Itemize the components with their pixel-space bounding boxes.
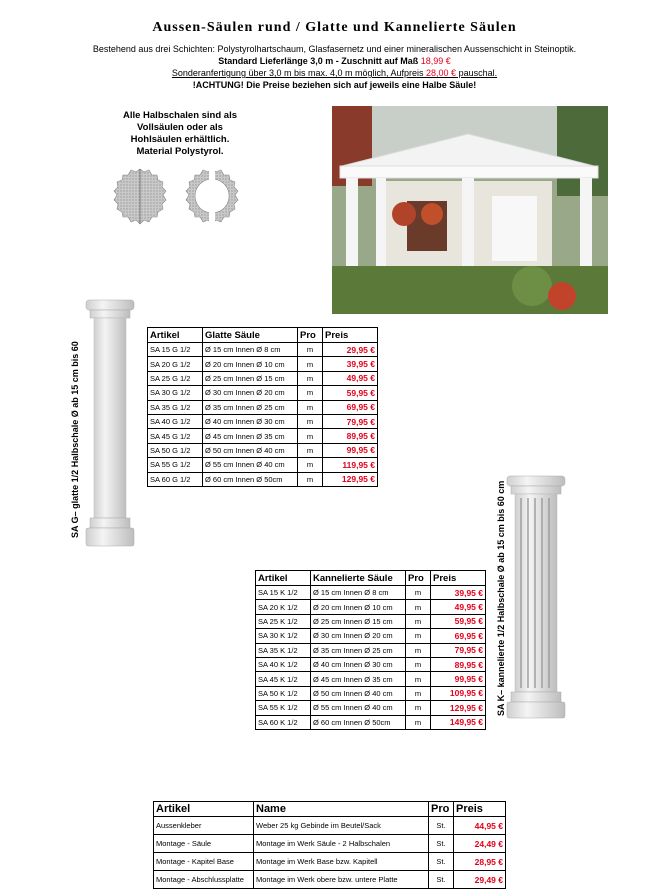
cell-artikel: SA 35 G 1/2	[148, 400, 203, 414]
cell-name: Weber 25 kg Gebinde im Beutel/Sack	[254, 817, 429, 835]
note-line-2: Vollsäulen oder als	[137, 122, 223, 133]
cell-name: Ø 30 cm Innen Ø 20 cm	[311, 629, 406, 643]
cell-artikel: SA 20 K 1/2	[256, 600, 311, 614]
table-row	[154, 817, 506, 835]
cell-artikel: SA 25 G 1/2	[148, 371, 203, 385]
cell-artikel: Montage - Kapitel Base	[154, 853, 254, 871]
smooth-column-icon	[84, 298, 136, 550]
cell-preis: 109,95 €	[431, 686, 486, 700]
table-row	[148, 472, 378, 486]
cell-name: Ø 20 cm Innen Ø 10 cm	[203, 357, 298, 371]
cell-name: Ø 15 cm Innen Ø 8 cm	[311, 586, 406, 600]
cell-artikel: SA 40 K 1/2	[256, 657, 311, 671]
cell-pro: m	[406, 672, 431, 686]
cell-pro: m	[298, 429, 323, 443]
cell-preis: 129,95 €	[323, 472, 378, 486]
cell-name: Ø 55 cm Innen Ø 40 cm	[311, 701, 406, 715]
cell-preis: 59,95 €	[323, 386, 378, 400]
cell-name: Ø 50 cm Innen Ø 40 cm	[311, 686, 406, 700]
cell-preis: 99,95 €	[431, 672, 486, 686]
cell-name: Ø 50 cm Innen Ø 40 cm	[203, 443, 298, 457]
cell-pro: m	[406, 586, 431, 600]
note-line-3: Hohlsäulen erhältlich.	[130, 134, 230, 145]
kanneliert-price-table	[255, 570, 486, 730]
page-title: Aussen-Säulen rund / Glatte und Kannelierte Säulen	[152, 20, 517, 35]
length-text: Standard Lieferlänge 3,0 m - Zuschnitt auf Maß	[218, 56, 421, 66]
table-row	[256, 701, 486, 715]
table-row	[256, 686, 486, 700]
cell-artikel: SA 60 G 1/2	[148, 472, 203, 486]
cell-preis: 69,95 €	[323, 400, 378, 414]
cell-preis: 29,95 €	[323, 343, 378, 357]
cross-section-illustration	[108, 166, 258, 232]
table-header-row	[256, 571, 486, 586]
col-preis: Preis	[454, 802, 506, 817]
cell-name: Ø 40 cm Innen Ø 30 cm	[311, 657, 406, 671]
cell-pro: m	[298, 414, 323, 428]
cell-pro: m	[406, 701, 431, 715]
table-row	[148, 414, 378, 428]
cell-pro: St.	[429, 835, 454, 853]
intro-line-special	[0, 67, 669, 79]
cell-pro: St.	[429, 871, 454, 889]
cell-artikel: SA 55 K 1/2	[256, 701, 311, 715]
cell-artikel: SA 50 K 1/2	[256, 686, 311, 700]
cell-artikel: SA 45 G 1/2	[148, 429, 203, 443]
cell-artikel: SA 15 K 1/2	[256, 586, 311, 600]
cell-artikel: SA 15 G 1/2	[148, 343, 203, 357]
cell-name: Ø 15 cm Innen Ø 8 cm	[203, 343, 298, 357]
cell-preis: 89,95 €	[323, 429, 378, 443]
cell-preis: 24,49 €	[454, 835, 506, 853]
table-header-row	[154, 802, 506, 817]
cell-preis: 129,95 €	[431, 701, 486, 715]
cell-pro: m	[298, 400, 323, 414]
cell-preis: 89,95 €	[431, 657, 486, 671]
cell-pro: St.	[429, 817, 454, 835]
table-row	[256, 629, 486, 643]
cell-name: Ø 45 cm Innen Ø 35 cm	[203, 429, 298, 443]
fluted-column-icon	[505, 474, 567, 722]
cell-pro: m	[298, 343, 323, 357]
table-row	[148, 400, 378, 414]
col-name: Kannelierte Säule	[311, 571, 406, 586]
cell-artikel: SA 60 K 1/2	[256, 715, 311, 729]
intro-line-warning: !ACHTUNG! Die Preise beziehen sich auf jeweils eine Halbe Säule!	[192, 80, 477, 90]
table-row	[154, 835, 506, 853]
cell-pro: St.	[429, 853, 454, 871]
col-name: Name	[254, 802, 429, 817]
cell-artikel: SA 40 G 1/2	[148, 414, 203, 428]
cell-name: Ø 35 cm Innen Ø 25 cm	[311, 643, 406, 657]
cell-preis: 39,95 €	[323, 357, 378, 371]
cell-artikel: SA 25 K 1/2	[256, 614, 311, 628]
cell-name: Ø 60 cm Innen Ø 50cm	[311, 715, 406, 729]
col-pro: Pro	[298, 328, 323, 343]
table-row	[148, 357, 378, 371]
cell-name: Montage im Werk Base bzw. Kapitell	[254, 853, 429, 871]
intro-line-length	[0, 55, 669, 67]
cell-pro: m	[298, 472, 323, 486]
table-row	[148, 386, 378, 400]
cell-preis: 29,49 €	[454, 871, 506, 889]
col-artikel: Artikel	[154, 802, 254, 817]
cell-name: Ø 20 cm Innen Ø 10 cm	[311, 600, 406, 614]
pergola-photo	[332, 106, 608, 314]
cell-pro: m	[298, 357, 323, 371]
cell-pro: m	[298, 371, 323, 385]
col-name: Glatte Säule	[203, 328, 298, 343]
col-artikel: Artikel	[148, 328, 203, 343]
table-row	[148, 343, 378, 357]
table-row	[148, 443, 378, 457]
cell-name: Ø 30 cm Innen Ø 20 cm	[203, 386, 298, 400]
cell-artikel: SA 45 K 1/2	[256, 672, 311, 686]
cell-artikel: SA 35 K 1/2	[256, 643, 311, 657]
cell-artikel: SA 30 K 1/2	[256, 629, 311, 643]
table-row	[154, 871, 506, 889]
col-preis: Preis	[323, 328, 378, 343]
table-row	[154, 853, 506, 871]
special-suffix: pauschal.	[456, 68, 498, 78]
cell-artikel: SA 55 G 1/2	[148, 458, 203, 472]
table-row	[256, 657, 486, 671]
cell-pro: m	[406, 715, 431, 729]
cell-pro: m	[406, 643, 431, 657]
cell-preis: 44,95 €	[454, 817, 506, 835]
cell-pro: m	[298, 458, 323, 472]
cell-name: Ø 25 cm Innen Ø 15 cm	[311, 614, 406, 628]
table-row	[256, 672, 486, 686]
cell-artikel: Montage - Säule	[154, 835, 254, 853]
extras-price-table	[153, 801, 506, 889]
cell-preis: 79,95 €	[431, 643, 486, 657]
halbschalen-note	[100, 110, 260, 158]
special-price: 28,00 €	[426, 68, 457, 78]
table-row	[256, 600, 486, 614]
cell-preis: 49,95 €	[323, 371, 378, 385]
table-header-row	[148, 328, 378, 343]
cell-pro: m	[298, 443, 323, 457]
glatt-price-table	[147, 327, 378, 487]
table-row	[148, 429, 378, 443]
hollow-column-section-icon	[186, 168, 238, 226]
cell-preis: 69,95 €	[431, 629, 486, 643]
cell-pro: m	[406, 686, 431, 700]
col-pro: Pro	[429, 802, 454, 817]
table-row	[256, 586, 486, 600]
cell-pro: m	[406, 600, 431, 614]
cell-preis: 39,95 €	[431, 586, 486, 600]
cell-preis: 99,95 €	[323, 443, 378, 457]
cell-name: Montage im Werk obere bzw. untere Platte	[254, 871, 429, 889]
length-price: 18,99 €	[420, 56, 451, 66]
cell-name: Ø 55 cm Innen Ø 40 cm	[203, 458, 298, 472]
solid-column-section-icon	[114, 169, 166, 224]
cell-name: Ø 25 cm Innen Ø 15 cm	[203, 371, 298, 385]
cell-artikel: SA 50 G 1/2	[148, 443, 203, 457]
table-row	[256, 715, 486, 729]
cell-preis: 28,95 €	[454, 853, 506, 871]
cell-name: Ø 60 cm Innen Ø 50cm	[203, 472, 298, 486]
col-artikel: Artikel	[256, 571, 311, 586]
cell-artikel: SA 20 G 1/2	[148, 357, 203, 371]
cell-name: Ø 35 cm Innen Ø 25 cm	[203, 400, 298, 414]
cell-preis: 79,95 €	[323, 414, 378, 428]
note-line-4: Material Polystyrol.	[136, 146, 224, 157]
col-pro: Pro	[406, 571, 431, 586]
table-row	[256, 614, 486, 628]
cell-name: Montage im Werk Säule - 2 Halbschalen	[254, 835, 429, 853]
intro-line-layers: Bestehend aus drei Schichten: Polystyrolhartschaum, Glasfasernetz und einer mineralischen Aussenschicht in Steinoptik.	[92, 44, 577, 54]
cell-name: Ø 45 cm Innen Ø 35 cm	[311, 672, 406, 686]
cell-artikel: Aussenkleber	[154, 817, 254, 835]
table-row	[256, 643, 486, 657]
note-line-1: Alle Halbschalen sind als	[122, 110, 238, 121]
table-row	[148, 371, 378, 385]
cell-artikel: Montage - Abschlussplatte	[154, 871, 254, 889]
special-text: Sonderanfertigung über 3,0 m bis max. 4,0 m möglich, Aufpreis	[171, 68, 427, 78]
cell-pro: m	[298, 386, 323, 400]
cell-preis: 59,95 €	[431, 614, 486, 628]
cell-preis: 119,95 €	[323, 458, 378, 472]
table-row	[148, 458, 378, 472]
cell-pro: m	[406, 614, 431, 628]
kanneliert-side-label: SA K– kannelierte 1/2 Halbschale Ø ab 15 cm bis 60 cm	[496, 480, 506, 716]
glatt-side-label: SA G– glatte 1/2 Halbschale Ø ab 15 cm bis 60	[70, 341, 80, 538]
cell-name: Ø 40 cm Innen Ø 30 cm	[203, 414, 298, 428]
cell-pro: m	[406, 629, 431, 643]
cell-pro: m	[406, 657, 431, 671]
col-preis: Preis	[431, 571, 486, 586]
cell-preis: 49,95 €	[431, 600, 486, 614]
cell-preis: 149,95 €	[431, 715, 486, 729]
cell-artikel: SA 30 G 1/2	[148, 386, 203, 400]
